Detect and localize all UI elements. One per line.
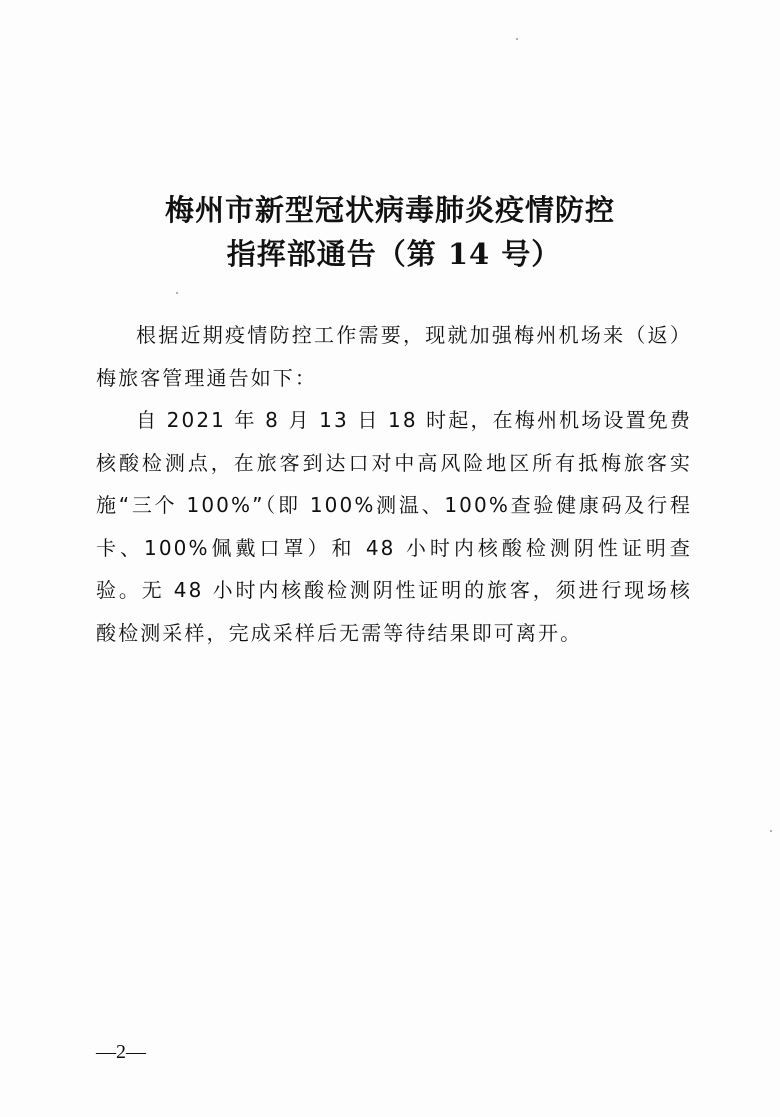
scan-speck [516,38,518,40]
page-number: —2— [96,1041,146,1063]
paragraph-intro: 根据近期疫情防控工作需要，现就加强梅州机场来（返）梅旅客管理通告如下： [96,323,692,390]
title-line-1: 梅州市新型冠状病毒肺炎疫情防控 [164,193,615,227]
notice-title [0,188,780,276]
scan-speck [176,292,178,294]
notice-body [96,314,692,654]
title-line-2: 指挥部通告（第 14 号） [226,237,562,271]
scan-speck [770,830,772,832]
paragraph-measures: 自 2021 年 8 月 13 日 18 时起，在梅州机场设置免费核酸检测点，在旅客到达口对中高风险地区所有抵梅旅客实施“三个 100%”（即 100%测温、100%查验健康码及行程卡、100%佩戴口罩）和 48 小时内核酸检测阴性证明查验。无 48 小时内核酸检测阴性证明的旅客，须进行现场核酸检测采样，完成采样后无需等待结果即可离开。 [96,408,692,645]
